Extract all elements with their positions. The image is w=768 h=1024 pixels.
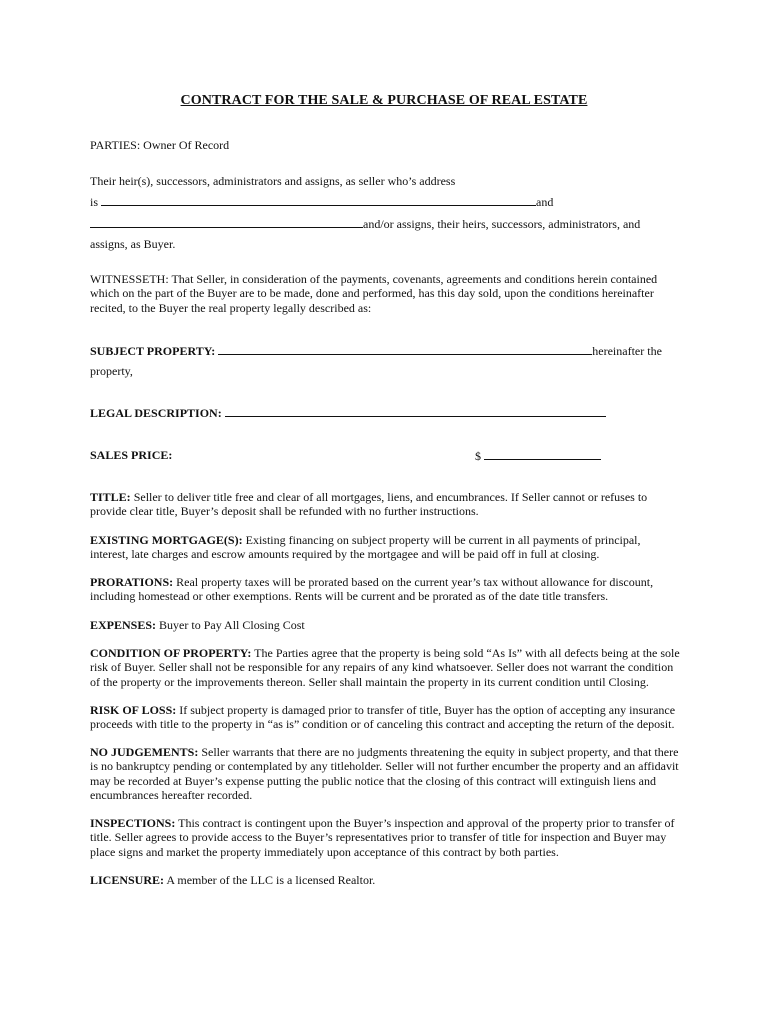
buyer-suffix: and/or assigns, their heirs, successors, administrators, and — [363, 217, 641, 231]
clause-title — [90, 490, 680, 519]
and-label: and — [536, 195, 554, 209]
clause-existing-mortgage — [90, 533, 680, 562]
clause-text: Existing financing on subject property will be current in all payments of principal, interest, late charges and escrow amounts required by the mortgagee and will be paid off in full at closing. — [90, 533, 641, 562]
clause-condition-of-property — [90, 646, 680, 689]
clause-text: The Parties agree that the property is being sold “As Is” with all defects being at the sole risk of Buyer. Seller shall not be responsible for any repairs of any kind whatsoever. Seller does not warrant the condition of the property or the improvements thereon. Seller shall maintain the property in its current condition until Closing. — [90, 646, 680, 689]
clause-inspections — [90, 816, 680, 859]
legal-description-line — [90, 405, 606, 421]
seller-text: Their heir(s), successors, administrators and assigns, as seller who’s address — [90, 174, 456, 188]
clause-expenses — [90, 618, 680, 632]
sales-price-label: SALES PRICE: — [90, 448, 173, 462]
clause-text: If subject property is damaged prior to transfer of title, Buyer has the option of accepting any insurance proceeds with title to the property in “as is” condition or of canceling this contract and accepting the return of the deposit. — [90, 703, 676, 732]
subject-property-blank[interactable] — [218, 343, 592, 355]
subject-property-line — [90, 343, 662, 359]
clause-head: EXPENSES: — [90, 618, 157, 632]
clause-text: Buyer to Pay All Closing Cost — [156, 618, 305, 632]
seller-address-line — [90, 194, 553, 210]
clause-text: This contract is contingent upon the Buyer’s inspection and approval of the property prior to transfer of title. Seller agrees to provide access to the Buyer’s representatives prior to transfer of title for inspection and Buyer may place signs and market the property immediately upon acceptance of this contract by both parties. — [90, 816, 675, 859]
seller-address-blank[interactable] — [101, 194, 536, 206]
clause-head: EXISTING MORTGAGE(S): — [90, 533, 243, 547]
clause-head: NO JUDGEMENTS: — [90, 745, 199, 759]
subject-property-label: SUBJECT PROPERTY: — [90, 344, 216, 358]
clause-risk-of-loss — [90, 703, 680, 732]
document-title: CONTRACT FOR THE SALE & PURCHASE OF REAL ESTATE — [180, 93, 588, 108]
witnesseth-paragraph: WITNESSETH: That Seller, in consideration of the payments, covenants, agreements and conditions herein contained which on the part of the Buyer are to be made, done and performed, has this day sold, upon the conditions hereinafter recited, to the Buyer the real property legally described as: — [90, 272, 658, 315]
legal-description-blank[interactable] — [225, 405, 606, 417]
clause-prorations — [90, 575, 680, 604]
clause-head: PRORATIONS: — [90, 575, 174, 589]
clause-head: LICENSURE: — [90, 873, 165, 887]
currency-symbol: $ — [475, 449, 481, 463]
subject-property-cont: property, — [90, 364, 133, 378]
sales-price-blank[interactable] — [484, 448, 601, 460]
legal-description-label: LEGAL DESCRIPTION: — [90, 406, 222, 420]
buyer-name-blank[interactable] — [90, 216, 363, 228]
buyer-end: assigns, as Buyer. — [90, 237, 176, 251]
sales-price-amount — [475, 448, 601, 464]
clause-text: A member of the LLC is a licensed Realtor. — [164, 873, 376, 887]
clause-no-judgements — [90, 745, 680, 802]
clause-head: TITLE: — [90, 490, 131, 504]
clause-text: Seller to deliver title free and clear of all mortgages, liens, and encumbrances. If Seller cannot or refuses to provide clear title, Buyer’s deposit shall be refunded with no further instructions. — [90, 490, 648, 519]
buyer-line — [90, 216, 640, 232]
clause-text: Seller warrants that there are no judgments threatening the equity in subject property, and that there is no bankruptcy pending or contemplated by any titleholder. Seller will not further encumber the property and an affidavit may be recorded at Buyer’s expense putting the public notice that the closing of this contract will extinguish liens and encumbrances hereafter recorded. — [90, 745, 679, 802]
clause-head: CONDITION OF PROPERTY: — [90, 646, 252, 660]
clause-head: INSPECTIONS: — [90, 816, 176, 830]
subject-property-suffix: hereinafter the — [592, 344, 662, 358]
parties-line: PARTIES: Owner Of Record — [90, 138, 230, 152]
clause-head: RISK OF LOSS: — [90, 703, 177, 717]
is-label: is — [90, 195, 99, 209]
clause-text: Real property taxes will be prorated based on the current year’s tax without allowance for discount, including homestead or other exemptions. Rents will be current and be prorated as of the date title transfers. — [90, 575, 654, 604]
sales-price-line — [90, 448, 172, 463]
clause-licensure — [90, 873, 680, 887]
